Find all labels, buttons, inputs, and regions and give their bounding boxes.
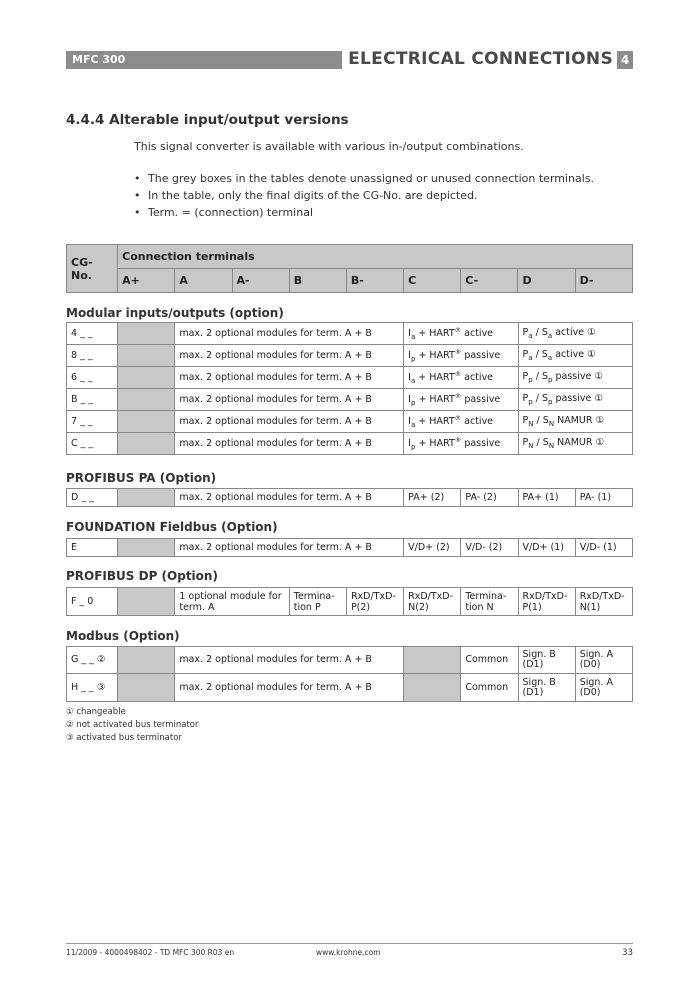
- modules-cell: max. 2 optional modules for term. A + B: [175, 489, 404, 507]
- terminal-cell: Common: [461, 647, 518, 674]
- cg-no-cell: B _ _: [67, 389, 118, 411]
- terminal-cell: Sign. A (D0): [575, 647, 632, 674]
- terminal-cell: RxD/TxD-P(2): [346, 588, 403, 616]
- unused-cell: [118, 539, 175, 557]
- modules-cell: max. 2 optional modules for term. A + B: [175, 367, 404, 389]
- footnote: ③ activated bus terminator: [66, 733, 182, 743]
- unused-cell: [404, 647, 461, 674]
- table-row: [67, 433, 633, 455]
- unused-cell: [118, 411, 175, 433]
- modules-cell: max. 2 optional modules for term. A + B: [175, 345, 404, 367]
- terminal-cell: V/D+ (1): [518, 539, 575, 557]
- unused-cell: [118, 367, 175, 389]
- bullet-list: [134, 170, 594, 221]
- product-label: MFC 300: [66, 51, 366, 69]
- current-output-cell: $I_a$ + HART® active: [404, 411, 518, 433]
- website-link[interactable]: www.krohne.com: [316, 948, 381, 957]
- terminal-cell: Sign. B (D1): [518, 674, 575, 702]
- unused-cell: [118, 389, 175, 411]
- table-row: [67, 411, 633, 433]
- terminal-header-table: [66, 244, 633, 293]
- group-title-modbus: Modbus (Option): [66, 629, 180, 643]
- terminal-cell: V/D+ (2): [404, 539, 461, 557]
- terminal-cell: PA+ (1): [518, 489, 575, 507]
- terminal-header: A: [175, 269, 232, 293]
- modules-cell: max. 2 optional modules for term. A + B: [175, 539, 404, 557]
- pulse-output-cell: $P_N / S_N$ NAMUR ①: [518, 411, 632, 433]
- modules-cell: max. 2 optional modules for term. A + B: [175, 647, 404, 674]
- unused-cell: [118, 588, 175, 616]
- terminal-header: D-: [575, 269, 632, 293]
- terminal-cell: V/D- (2): [461, 539, 518, 557]
- cg-no-cell: F _ 0: [67, 588, 118, 616]
- pulse-output-cell: $P_N / S_N$ NAMUR ①: [518, 433, 632, 455]
- page-footer: [66, 943, 633, 959]
- terminal-cell: RxD/TxD-N(2): [404, 588, 461, 616]
- unused-cell: [118, 674, 175, 702]
- unused-cell: [118, 345, 175, 367]
- cg-no-header: CG-No.: [67, 245, 118, 293]
- cg-no-cell: 4 _ _: [67, 323, 118, 345]
- modules-cell: 1 optional module for term. A: [175, 588, 289, 616]
- profibus-pa-table: [66, 488, 633, 507]
- current-output-cell: $I_p$ + HART® passive: [404, 433, 518, 455]
- group-title-modular: Modular inputs/outputs (option): [66, 306, 284, 320]
- group-title-foundation: FOUNDATION Fieldbus (Option): [66, 520, 278, 534]
- footnote-marker: ①: [595, 415, 605, 427]
- terminal-cell: PA- (1): [575, 489, 632, 507]
- terminal-header: A+: [118, 269, 175, 293]
- unused-cell: [118, 489, 175, 507]
- bullet-item: • In the table, only the final digits of the CG-No. are depicted.: [134, 187, 594, 204]
- terminal-header: A-: [232, 269, 289, 293]
- cg-no-cell: C _ _: [67, 433, 118, 455]
- cg-no-cell: H _ _ ③: [67, 674, 118, 702]
- terminal-cell: RxD/TxD-N(1): [575, 588, 632, 616]
- terminal-header: C-: [461, 269, 518, 293]
- pulse-output-cell: $P_p / S_p$ passive ①: [518, 367, 632, 389]
- foundation-table: [66, 538, 633, 557]
- unused-cell: [404, 674, 461, 702]
- cg-no-cell: D _ _: [67, 489, 118, 507]
- current-output-cell: $I_p$ + HART® passive: [404, 389, 518, 411]
- modules-cell: max. 2 optional modules for term. A + B: [175, 674, 404, 702]
- pulse-output-cell: $P_a / S_a$ active ①: [518, 345, 632, 367]
- current-output-cell: $I_a$ + HART® active: [404, 367, 518, 389]
- pulse-output-cell: $P_a / S_a$ active ①: [518, 323, 632, 345]
- unused-cell: [118, 433, 175, 455]
- bullet-item: • Term. = (connection) terminal: [134, 204, 594, 221]
- cg-no-cell: 6 _ _: [67, 367, 118, 389]
- table-row: [67, 389, 633, 411]
- table-row: [67, 345, 633, 367]
- terminal-cell: Termina-tion P: [289, 588, 346, 616]
- terminal-cell: RxD/TxD-P(1): [518, 588, 575, 616]
- page-header: [66, 51, 633, 69]
- pulse-output-cell: $P_p / S_p$ passive ①: [518, 389, 632, 411]
- group-title-profibus-pa: PROFIBUS PA (Option): [66, 471, 217, 485]
- connection-terminals-header: Connection terminals: [118, 245, 633, 269]
- footnotes: [66, 706, 199, 745]
- modular-table: [66, 322, 633, 455]
- terminal-cell: Common: [461, 674, 518, 702]
- modbus-table: [66, 646, 633, 702]
- table-row: [67, 323, 633, 345]
- footnote-marker: ①: [587, 327, 596, 339]
- table-row: [67, 367, 633, 389]
- unused-cell: [118, 647, 175, 674]
- intro-text: This signal converter is available with various in-/output combinations.: [134, 140, 524, 153]
- modules-cell: max. 2 optional modules for term. A + B: [175, 323, 404, 345]
- cg-no-cell: 8 _ _: [67, 345, 118, 367]
- chapter-number: 4: [617, 51, 633, 69]
- group-title-profibus-dp: PROFIBUS DP (Option): [66, 569, 218, 583]
- terminal-cell: Termina-tion N: [461, 588, 518, 616]
- unused-cell: [118, 323, 175, 345]
- terminal-cell: Sign. A (D0): [575, 674, 632, 702]
- footnote: ② not activated bus terminator: [66, 720, 199, 730]
- terminal-cell: V/D- (1): [575, 539, 632, 557]
- current-output-cell: $I_a$ + HART® active: [404, 323, 518, 345]
- terminal-header: B-: [346, 269, 403, 293]
- terminal-header: D: [518, 269, 575, 293]
- cg-no-cell: 7 _ _: [67, 411, 118, 433]
- terminal-header: B: [289, 269, 346, 293]
- bullet-item: • The grey boxes in the tables denote unassigned or unused connection terminals.: [134, 170, 594, 187]
- footnote: ① changeable: [66, 707, 126, 717]
- terminal-cell: PA+ (2): [404, 489, 461, 507]
- footnote-marker: ①: [594, 393, 603, 405]
- chapter-title: ELECTRICAL CONNECTIONS: [342, 48, 613, 70]
- current-output-cell: $I_p$ + HART® passive: [404, 345, 518, 367]
- modules-cell: max. 2 optional modules for term. A + B: [175, 433, 404, 455]
- modules-cell: max. 2 optional modules for term. A + B: [175, 411, 404, 433]
- section-heading: 4.4.4 Alterable input/output versions: [66, 112, 349, 128]
- profibus-dp-table: [66, 587, 633, 616]
- cg-no-cell: G _ _ ②: [67, 647, 118, 674]
- footnote-marker: ①: [595, 437, 605, 449]
- footnote-marker: ①: [587, 349, 596, 361]
- terminal-cell: Sign. B (D1): [518, 647, 575, 674]
- footnote-marker: ①: [594, 371, 603, 383]
- terminal-cell: PA- (2): [461, 489, 518, 507]
- page-number: 33: [622, 948, 633, 958]
- terminal-header: C: [404, 269, 461, 293]
- document-id: 11/2009 - 4000498402 - TD MFC 300 R03 en: [66, 948, 235, 957]
- cg-no-cell: E: [67, 539, 118, 557]
- modules-cell: max. 2 optional modules for term. A + B: [175, 389, 404, 411]
